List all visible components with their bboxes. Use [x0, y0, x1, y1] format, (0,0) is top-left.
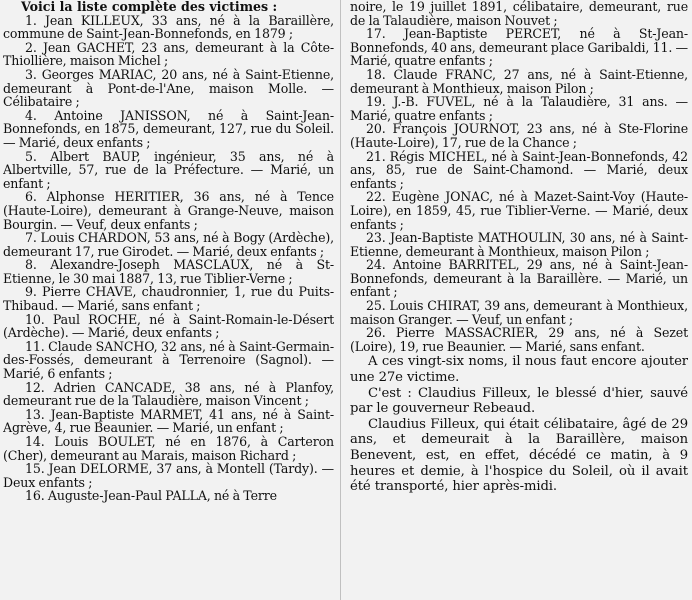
- victim-entry-16: 16. Auguste-Jean-Paul PALLA, né à Terre: [25, 488, 277, 504]
- list-intro: Voici la liste complète des victimes :: [21, 0, 278, 14]
- victim-entry-16-continuation: noire, le 19 juillet 1891, célibataire, demeurant, rue de la Talaudière, maison Nouvet ;: [350, 0, 688, 28]
- victim-entry-22: 22. Eugène JONAC, né à Mazet-Saint-Voy (Haute-Loire), en 1859, 45, rue Tiblier-Verne. — Marié, deux enfants ;: [350, 189, 688, 232]
- victim-entry-18: 18. Claude FRANC, 27 ans, né à Saint-Etienne, demeurant à Monthieux, maison Pilon ;: [350, 66, 688, 96]
- victim-entry-4: 4. Antoine JANISSON, né à Saint-Jean-Bonnefonds, en 1875, demeurant, 127, rue du Soleil. — Marié, deux enfants ;: [3, 107, 334, 150]
- victim-entry-14: 14. Louis BOULET, né en 1876, à Carteron (Cher), demeurant au Marais, maison Richard ;: [3, 434, 334, 463]
- paragraph-claudius-filleux: C'est : Claudius Filleux, le blessé d'hier, sauvé par le gouverneur Rebeaud.: [350, 385, 688, 417]
- victim-entry-21: 21. Régis MICHEL, né à Saint-Jean-Bonnefonds, 42 ans, 85, rue de Saint-Chamond. — Marié, deux enfants ;: [350, 148, 688, 191]
- victim-entry-7: 7. Louis CHARDON, 53 ans, né à Bogy (Ardèche), demeurant 17, rue Girodet. — Marié, deux enfants ;: [3, 230, 334, 259]
- victim-entry-17: 17. Jean-Baptiste PERCET, né à St-Jean-Bonnefonds, 40 ans, demeurant place Garibaldi, 11. — Marié, quatre enfants ;: [350, 26, 688, 69]
- victim-entry-12: 12. Adrien CANCADE, 38 ans, né à Planfoy, demeurant rue de la Talaudière, maison Vincent ;: [3, 379, 334, 409]
- victim-entry-24: 24. Antoine BARRITEL, 29 ans, né à Saint-Jean-Bonnefonds, demeurant à la Baraillère. — Marié, un enfant ;: [350, 257, 688, 300]
- victim-entry-10: 10. Paul ROCHE, né à Saint-Romain-le-Désert (Ardèche). — Marié, deux enfants ;: [3, 311, 334, 341]
- paragraph-27th-victim: A ces vingt-six noms, il nous faut encore ajouter une 27e victime.: [350, 354, 688, 386]
- column-divider: [340, 0, 341, 600]
- victim-entry-26: 26. Pierre MASSACRIER, 29 ans, né à Sezet (Loire), 19, rue Beaunier. — Marié, sans enfant.: [350, 325, 688, 354]
- victim-entry-5: 5. Albert BAUP, ingénieur, 35 ans, né à Albertville, 57, rue de la Préfecture. — Marié, un enfant ;: [3, 148, 334, 191]
- right-column: [350, 0, 688, 600]
- paragraph-death-details: Claudius Filleux, qui était célibataire, âgé de 29 ans, et demeurait à la Baraillère, maison Benevent, est, en effet, décédé ce matin, à 9 heures et demie, à l'hospice du Soleil, où il avait été transporté, hier après-midi.: [350, 416, 688, 495]
- victim-entry-8: 8. Alexandre-Joseph MASCLAUX, né à St-Etienne, le 30 mai 1887, 13, rue Tiblier-Verne ;: [3, 257, 334, 286]
- victim-entry-19: 19. J.-B. FUVEL, né à la Talaudière, 31 ans. — Marié, quatre enfants ;: [350, 94, 688, 123]
- victim-entry-25: 25. Louis CHIRAT, 39 ans, demeurant à Monthieux, maison Granger. — Veuf, un enfant ;: [350, 298, 688, 327]
- victim-entry-2: 2. Jean GACHET, 23 ans, demeurant à la Côte-Thiollière, maison Michel ;: [3, 39, 334, 69]
- victim-entry-11: 11. Claude SANCHO, 32 ans, né à Saint-Germain-des-Fossés, demeurant à Terrenoire (Sagnol). — Marié, 6 enfants ;: [3, 338, 334, 382]
- victim-entry-20: 20. François JOURNOT, 23 ans, né à Ste-Florine (Haute-Loire), 17, rue de la Chance ;: [350, 121, 688, 150]
- victim-entry-3: 3. Georges MARIAC, 20 ans, né à Saint-Etienne, demeurant à Pont-de-l'Ane, maison Molle. — Célibataire ;: [3, 66, 334, 110]
- victim-entry-9: 9. Pierre CHAVE, chaudronnier, 1, rue du Puits-Thibaud. — Marié, sans enfant ;: [3, 284, 334, 314]
- victim-entry-6: 6. Alphonse HERITIER, 36 ans, né à Tence (Haute-Loire), demeurant à Grange-Neuve, maison Bourgin. — Veuf, deux enfants ;: [3, 189, 334, 232]
- left-column: [3, 0, 334, 600]
- victim-entry-15: 15. Jean DELORME, 37 ans, à Montell (Tardy). — Deux enfants ;: [3, 461, 334, 490]
- victim-entry-23: 23. Jean-Baptiste MATHOULIN, 30 ans, né à Saint-Etienne, demeurant à Monthieux, maison Pilon ;: [350, 230, 688, 259]
- victim-entry-1: 1. Jean KILLEUX, 33 ans, né à la Baraillère, commune de Saint-Jean-Bonnefonds, en 1879 ;: [3, 12, 334, 42]
- victim-entry-13: 13. Jean-Baptiste MARMET, 41 ans, né à Saint-Agrève, 4, rue Beaunier. — Marié, un enfant ;: [3, 406, 334, 436]
